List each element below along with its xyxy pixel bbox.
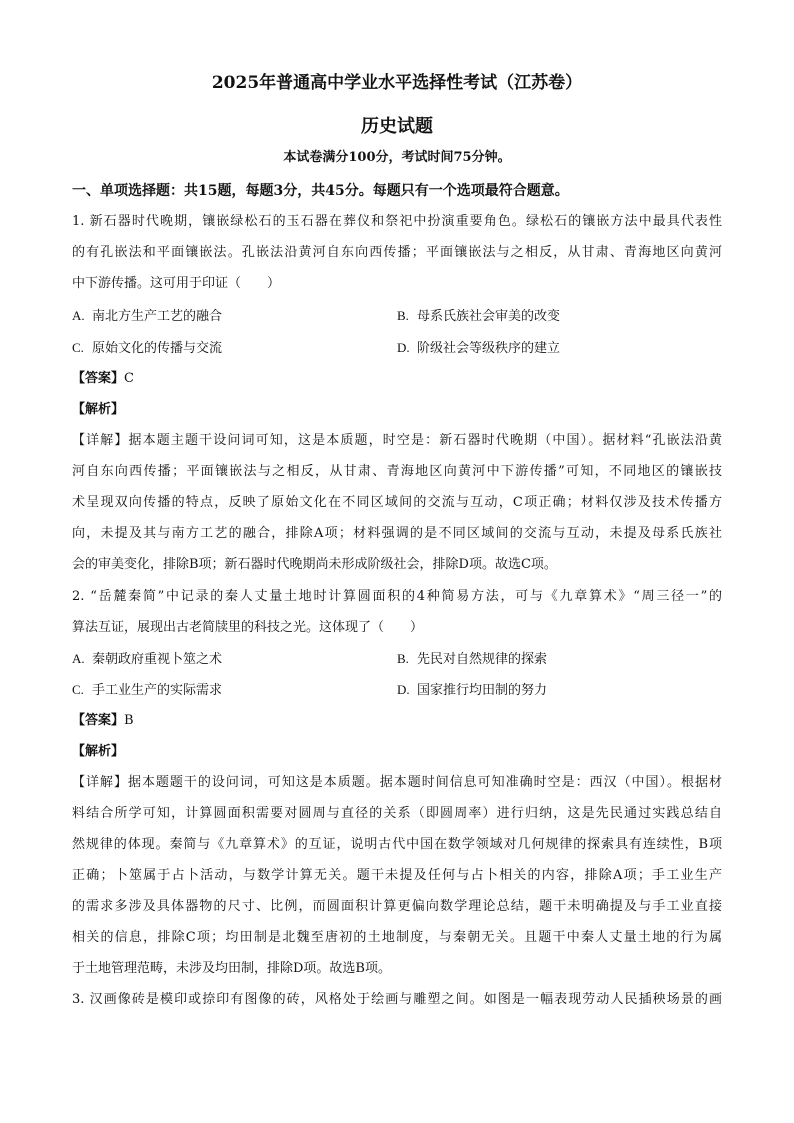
- question-2-option-d: [397, 680, 547, 701]
- option-text: 原始文化的传播与交流: [92, 341, 223, 356]
- question-2-detail-line: 于土地管理范畴，未涉及均田制，排除D项。故选B项。: [72, 961, 391, 976]
- answer-label: 【答案】: [72, 713, 125, 728]
- question-1-option-d: [397, 338, 560, 359]
- answer-value: C: [124, 371, 134, 386]
- question-2-option-c: [72, 680, 222, 701]
- option-text: 南北方生产工艺的融合: [92, 309, 223, 324]
- analysis-label: 【解析】: [72, 744, 125, 759]
- question-2-stem-line: 2. “岳麓秦简”中记录的秦人丈量土地时计算圆面积的4种简易方法，可与《九章算术》“周三径一”的: [72, 589, 722, 604]
- answer-value: B: [124, 713, 134, 728]
- question-1-stem-line: 1. 新石器时代晚期，镶嵌绿松石的玉石器在葬仪和祭祀中扮演重要角色。绿松石的镶嵌方法中最具代表性: [72, 214, 722, 229]
- question-1-detail-line: 向，未提及其与南方工艺的融合，排除A项；材料强调的是不同区域间的交流与互动，未提及母系氏族社: [72, 526, 722, 541]
- question-1-answer: [72, 369, 722, 389]
- question-1-analysis-label: [72, 400, 722, 420]
- option-text: 秦朝政府重视卜筮之术: [92, 652, 223, 667]
- option-letter: B.: [397, 651, 409, 666]
- answer-label: 【答案】: [72, 371, 125, 386]
- question-1-detail-line: 河自东向西传播；平面镶嵌法与之相反，从甘肃、青海地区向黄河中下游传播”可知，不同地区的镶嵌技: [72, 464, 722, 479]
- option-letter: D.: [397, 340, 410, 355]
- question-2-stem-line: 算法互证，展现出古老简牍里的科技之光。这体现了（ ）: [72, 620, 424, 635]
- option-letter: A.: [72, 651, 85, 666]
- question-2-detail-line: 然规律的体现。秦简与《九章算术》的互证，说明古代中国在数学领域对几何规律的探索具有连续性，B项: [72, 837, 722, 852]
- question-1-stem-line: 的有孔嵌法和平面镶嵌法。孔嵌法沿黄河自东向西传播；平面镶嵌法与之相反，从甘肃、青海地区向黄河: [72, 245, 722, 260]
- option-text: 手工业生产的实际需求: [92, 683, 223, 698]
- question-2-detail-line: 相关的信息，排除C项；均田制是北魏至唐初的土地制度，与秦朝无关。且题干中秦人丈量土地的行为属: [72, 930, 722, 945]
- score-note: 本试卷满分100分，考试时间75分钟。: [283, 150, 511, 165]
- option-text: 先民对自然规律的探索: [417, 652, 548, 667]
- question-2-detail-line: 正确；卜筮属于占卜活动，与数学计算无关。题干未提及任何与占卜相关的内容，排除A项；手工业生产: [72, 868, 722, 883]
- analysis-label: 【解析】: [72, 402, 125, 417]
- section-heading: 一、单项选择题：共15题，每题3分，共45分。每题只有一个选项最符合题意。: [72, 183, 569, 199]
- question-2-answer: [72, 711, 722, 731]
- option-letter: C.: [72, 682, 84, 697]
- question-1-detail-line: 术呈现双向传播的特点，反映了原始文化在不同区域间的交流与互动，C项正确；材料仅涉及技术传播方: [72, 495, 722, 510]
- question-2-option-a: [72, 649, 222, 670]
- question-1-option-b: [397, 306, 560, 327]
- question-2-detail-line: 的需求多涉及具体器物的尺寸、比例，而圆面积计算更偏向数学理论总结，题干未明确提及与手工业直接: [72, 899, 722, 914]
- exam-title: 2025年普通高中学业水平选择性考试（江苏卷）: [211, 73, 583, 93]
- question-2-option-b: [397, 649, 547, 670]
- option-text: 阶级社会等级秩序的建立: [417, 341, 561, 356]
- question-2-analysis-label: [72, 742, 722, 762]
- option-letter: C.: [72, 340, 84, 355]
- question-1-option-c: [72, 338, 222, 359]
- question-1-detail-line: 会的审美变化，排除B项；新石器时代晚期尚未形成阶级社会，排除D项。故选C项。: [72, 557, 557, 572]
- question-3-stem-line: 3. 汉画像砖是模印或捺印有图像的砖，风格处于绘画与雕塑之间。如图是一幅表现劳动人民插秧场景的画: [72, 992, 722, 1007]
- option-text: 母系氏族社会审美的改变: [417, 309, 561, 324]
- question-2-detail-line: 料结合所学可知，计算圆面积需要对圆周与直径的关系（即圆周率）进行归纳，这是先民通过实践总结自: [72, 806, 722, 821]
- option-letter: B.: [397, 308, 409, 323]
- question-2-detail-line: 【详解】据本题题干的设问词，可知这是本质题。据本题时间信息可知准确时空是：西汉（中国）。根据材: [72, 775, 722, 790]
- subject-title: 历史试题: [361, 116, 433, 137]
- question-1-detail-line: 【详解】据本题主题干设问词可知，这是本质题，时空是：新石器时代晚期（中国）。据材料“孔嵌法沿黄: [72, 433, 722, 448]
- option-letter: D.: [397, 682, 410, 697]
- question-1-stem-line: 中下游传播。这可用于印证（ ）: [72, 276, 281, 291]
- option-letter: A.: [72, 308, 85, 323]
- option-text: 国家推行均田制的努力: [417, 683, 548, 698]
- question-1-option-a: [72, 306, 222, 327]
